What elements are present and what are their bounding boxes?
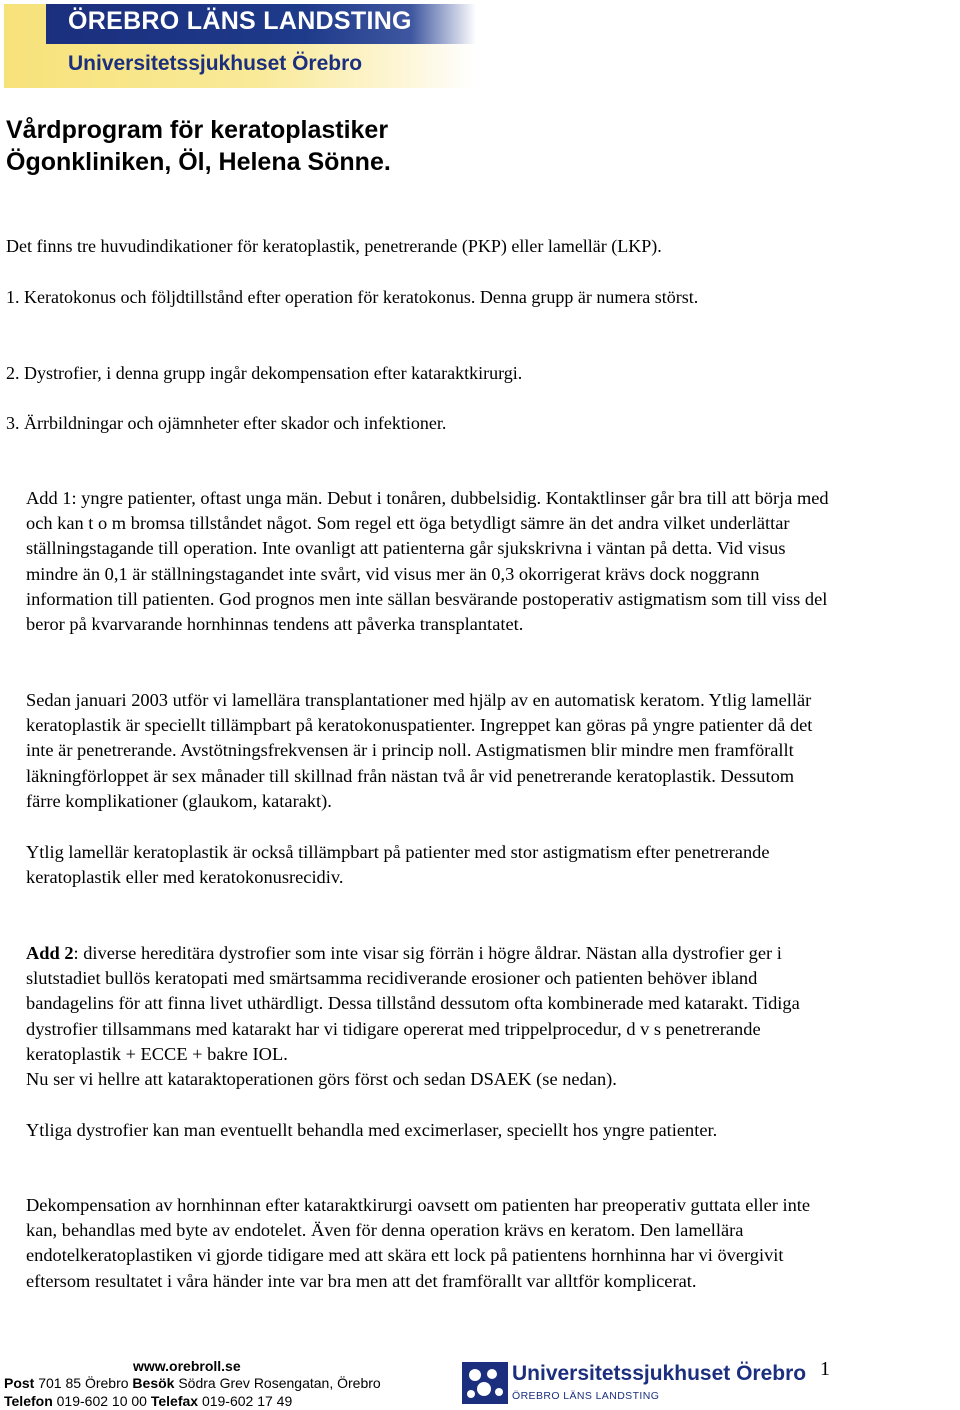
phone-value: 019-602 10 00 xyxy=(56,1393,147,1409)
footer-address-line xyxy=(4,1374,381,1392)
header-banner xyxy=(0,0,960,92)
decompensation-paragraph: Dekompensation av hornhinnan efter kataraktkirurgi oavsett om patienten har preoperativ guttata eller inte kan, behandlas med byte av endotelet. Även för denna operation krävs en keratom. Den lamellära endotelkeratoplastiken vi gjorde tidigare med att skära ett lock på patientens hornhinna har vi övergivit eftersom resultatet i våra händer inte var bra men att det framförallt var alltför komplicerat. xyxy=(26,1195,811,1291)
lamellar-paragraph-1: Sedan januari 2003 utför vi lamellära transplantationer med hjälp av en automatisk keratom. Ytlig lamellär keratoplastik är speciellt tillämpbart på keratokonuspatienter. Ingreppet kan göras på yngre patienter då det inte är penetrerande. Avstötningsfrekvensen är i princip noll. Astigmatismen blir mindre men framförallt läkningförloppet är sex månader till skillnad från nästan två år vid penetrerande keratoplastik. Dessutom färre komplikationer (glaukom, katarakt). xyxy=(26,690,813,811)
phone-label: Telefon xyxy=(4,1393,53,1409)
footer-phone-line xyxy=(4,1392,381,1410)
page-number: 1 xyxy=(820,1358,830,1380)
footer-county-name: ÖREBRO LÄNS LANDSTING xyxy=(512,1390,660,1402)
excimer-paragraph: Ytliga dystrofier kan man eventuellt behandla med excimerlaser, speciellt hos yngre patienter. xyxy=(26,1120,718,1140)
hospital-name: Universitetssjukhuset Örebro xyxy=(68,52,363,75)
visit-label: Besök xyxy=(132,1375,175,1391)
post-label: Post xyxy=(4,1375,35,1391)
title-line-2: Ögonkliniken, Öl, Helena Sönne. xyxy=(6,148,391,176)
fax-value: 019-602 17 49 xyxy=(201,1393,293,1409)
lamellar-paragraph-2: Ytlig lamellär keratoplastik är också tillämpbart på patienter med stor astigmatism efter penetrerande keratoplastik eller med keratokonusrecidiv. xyxy=(26,842,770,888)
footer-website-link[interactable]: www.orebroll.se xyxy=(133,1358,241,1374)
add2-paragraph xyxy=(26,941,836,1092)
footer-contact xyxy=(4,1374,381,1410)
document-title xyxy=(6,114,391,178)
hospital-logo-icon xyxy=(462,1362,508,1404)
indication-item-1: 1. Keratokonus och följdtillstånd efter operation för keratokonus. Denna grupp är numera störst. xyxy=(6,287,699,307)
add1-label: Add 1 xyxy=(26,488,72,508)
intro-paragraph: Det finns tre huvudindikationer för keratoplastik, penetrerande (PKP) eller lamellär (LKP). xyxy=(6,236,662,256)
indication-item-3: 3. Ärrbildningar och ojämnheter efter skador och infektioner. xyxy=(6,413,447,433)
add2-label: Add 2 xyxy=(26,943,74,963)
post-value: 701 85 Örebro xyxy=(38,1375,129,1391)
add2-text: : diverse hereditära dystrofier som inte visar sig förrän i högre åldrar. Nästan alla dystrofier ger i slutstadiet bullös keratopati med smärtsamma recidiverande erosioner och patienten behöver ibland bandagelins för att finna livet uthärdligt. Dessa tillstånd dessutom ofta kombinerade med katarakt. Tidiga dystrofier tillsammans med katarakt har vi tidigare opererat med trippelprocedur, d v s penetrerande keratoplastik + ECCE + bakre IOL. xyxy=(26,943,800,1064)
county-name: ÖREBRO LÄNS LANDSTING xyxy=(68,7,412,35)
fax-label: Telefax xyxy=(150,1393,199,1409)
add1-paragraph xyxy=(26,486,836,637)
indication-item-2: 2. Dystrofier, i denna grupp ingår dekompensation efter kataraktkirurgi. xyxy=(6,363,523,383)
add1-text: : yngre patienter, oftast unga män. Debut i tonåren, dubbelsidig. Kontaktlinser går bra till att börja med och kan t o m bromsa tillståndet något. Som regel ett öga betydligt sämre än det andra vilket underlättar ställningstagande till operation. Inte ovanligt att patienterna går sjukskrivna i väntan på detta. Vid visus mindre än 0,1 är ställningstagandet inte svårt, vid visus mer än 0,3 okorrigerat krävs dock noggrann information till patienten. God prognos men inte sällan besvärande postoperativ astigmatism som till viss del beror på kvarvarande hornhinnas tendens att påverka transplantatet. xyxy=(26,488,829,635)
visit-value: Södra Grev Rosengatan, Örebro xyxy=(178,1375,381,1391)
add2-text-2: Nu ser vi hellre att kataraktoperationen görs först och sedan DSAEK (se nedan). xyxy=(26,1069,617,1090)
title-line-1: Vårdprogram för keratoplastiker xyxy=(6,116,389,144)
footer-hospital-name: Universitetssjukhuset Örebro xyxy=(512,1362,807,1385)
